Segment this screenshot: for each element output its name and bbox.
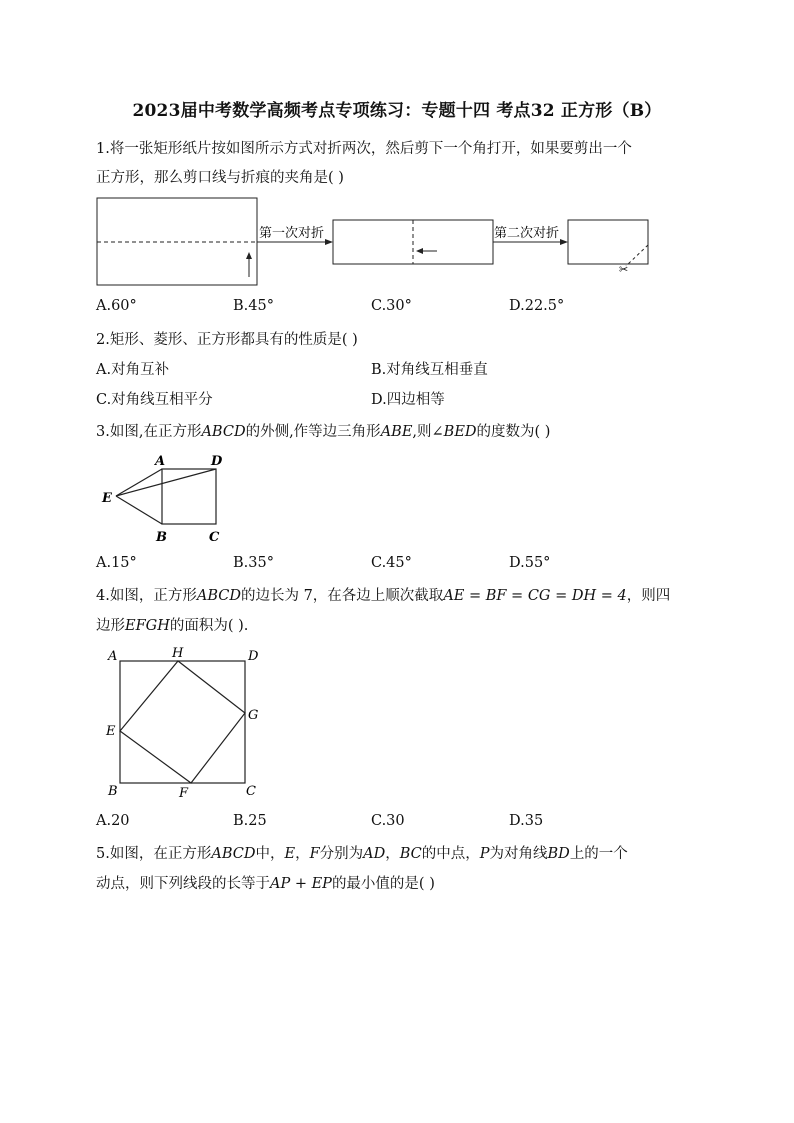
q3-triangle-name: ABE bbox=[380, 424, 413, 440]
q3-stem-part-a: 3.如图,在正方形 bbox=[96, 424, 202, 440]
q5-stem-part-a: 5.如图，在正方形 bbox=[96, 846, 212, 862]
scissors-icon: ✂ bbox=[619, 263, 629, 276]
q5-comma: ， bbox=[295, 846, 310, 862]
q4-label-d: D bbox=[248, 649, 259, 664]
q5-stem-part-f: 为对角线 bbox=[489, 846, 548, 862]
q4-label-e: E bbox=[106, 724, 116, 739]
q4-stem-part-b: 的边长为 7，在各边上顺次截取 bbox=[240, 588, 444, 604]
q4-label-g: G bbox=[248, 708, 259, 723]
q5-stem-part-e: 的中点， bbox=[421, 846, 480, 862]
q5-point-e: E bbox=[284, 846, 296, 862]
q3-option-a[interactable]: A.15° bbox=[96, 555, 137, 571]
q5-point-p: P bbox=[479, 846, 490, 862]
q5-square-name: ABCD bbox=[211, 846, 256, 862]
q4-label-c: C bbox=[246, 784, 256, 799]
q1-label-second-fold: 第二次对折 bbox=[494, 226, 560, 241]
page-title: 2023届中考数学高频考点专项练习：专题十四 考点32 正方形（B） bbox=[132, 101, 662, 121]
q3-label-c: C bbox=[209, 530, 220, 545]
q1-option-a[interactable]: A.60° bbox=[96, 298, 137, 314]
q3-stem-part-d: 的度数为( ) bbox=[476, 424, 551, 440]
q4-quad-name: EFGH bbox=[125, 618, 170, 634]
q4-square-name: ABCD bbox=[196, 588, 241, 604]
q2-stem: 2.矩形、菱形、正方形都具有的性质是( ) bbox=[96, 332, 358, 348]
q3-square-name: ABCD bbox=[201, 424, 246, 440]
q5-stem-part-c: 分别为 bbox=[319, 846, 364, 862]
q5-stem-part-b: 中， bbox=[255, 846, 285, 862]
q1-stem-line2: 正方形，那么剪口线与折痕的夹角是( ) bbox=[96, 170, 344, 186]
q4-stem-part-e: 的面积为( ). bbox=[169, 618, 249, 634]
q4-stem-part-d: 边形 bbox=[96, 618, 125, 634]
q2-option-b[interactable]: B.对角线互相垂直 bbox=[371, 362, 488, 378]
q4-stem-part-a: 4.如图，正方形 bbox=[96, 588, 197, 604]
q4-option-c[interactable]: C.30 bbox=[371, 813, 405, 829]
q5-stem-line1 bbox=[96, 842, 628, 863]
q5-stem-part-h: 动点，则下列线段的长等于 bbox=[96, 876, 270, 892]
q3-option-d[interactable]: D.55° bbox=[509, 555, 551, 571]
q1-option-d[interactable]: D.22.5° bbox=[509, 298, 565, 314]
q4-label-f: F bbox=[179, 786, 189, 801]
q3-label-b: B bbox=[156, 530, 167, 545]
q5-stem-part-d: ， bbox=[385, 846, 400, 862]
q4-square-abcd bbox=[120, 661, 245, 783]
q2-option-c[interactable]: C.对角线互相平分 bbox=[96, 392, 213, 408]
q4-stem-part-c: ，则四 bbox=[626, 588, 671, 604]
q2-option-d[interactable]: D.四边相等 bbox=[371, 392, 445, 408]
q5-diagonal-bd: BD bbox=[547, 846, 570, 862]
q3-option-c[interactable]: C.45° bbox=[371, 555, 412, 571]
q5-stem-part-g: 上的一个 bbox=[569, 846, 628, 862]
q5-sum-expression: AP + EP bbox=[270, 876, 332, 892]
q3-angle-name: ∠BED bbox=[431, 424, 477, 440]
q1-option-c[interactable]: C.30° bbox=[371, 298, 412, 314]
q4-option-a[interactable]: A.20 bbox=[96, 813, 130, 829]
q4-option-d[interactable]: D.35 bbox=[509, 813, 544, 829]
q4-quadrilateral-efgh bbox=[120, 661, 245, 783]
q1-option-b[interactable]: B.45° bbox=[233, 298, 274, 314]
q5-stem-part-i: 的最小值的是( ) bbox=[331, 876, 435, 892]
q3-stem-part-c: ,则 bbox=[412, 424, 432, 440]
q4-label-h: H bbox=[172, 646, 184, 661]
q5-side-ad: AD bbox=[363, 846, 386, 862]
q4-equation: AE = BF = CG = DH = 4 bbox=[443, 588, 627, 604]
q5-stem-line2 bbox=[96, 872, 435, 893]
q1-label-first-fold: 第一次对折 bbox=[259, 226, 325, 241]
q4-option-b[interactable]: B.25 bbox=[233, 813, 267, 829]
q3-option-b[interactable]: B.35° bbox=[233, 555, 274, 571]
q2-option-a[interactable]: A.对角互补 bbox=[96, 362, 170, 378]
q3-label-e: E bbox=[102, 491, 112, 506]
q3-label-d: D bbox=[211, 454, 223, 469]
q5-side-bc: BC bbox=[399, 846, 422, 862]
q3-stem-part-b: 的外侧,作等边三角形 bbox=[245, 424, 381, 440]
q5-point-f: F bbox=[309, 846, 320, 862]
q4-label-b: B bbox=[108, 784, 118, 799]
q3-label-a: A bbox=[155, 454, 166, 469]
q1-stem-line1: 1.将一张矩形纸片按如图所示方式对折两次，然后剪下一个角打开，如果要剪出一个 bbox=[96, 141, 632, 157]
q4-label-a: A bbox=[108, 649, 118, 664]
